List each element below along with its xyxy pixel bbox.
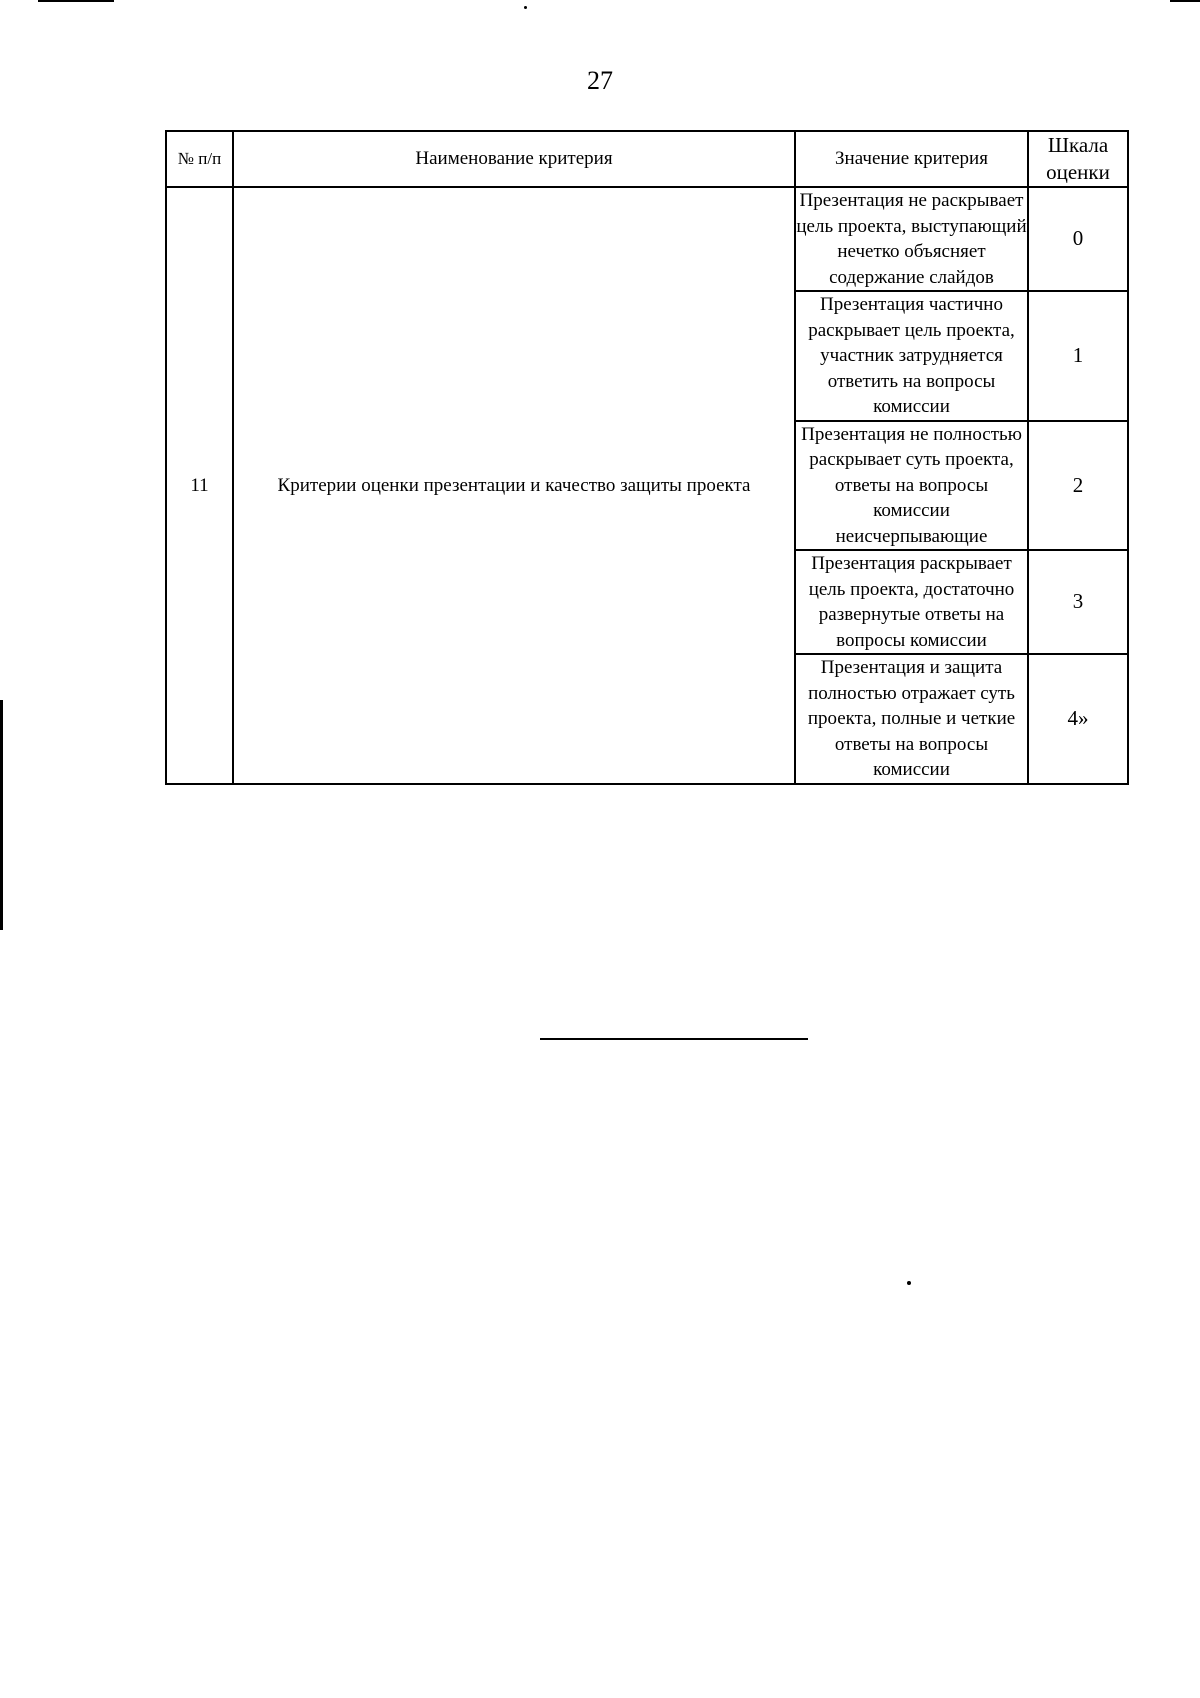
criterion-name: Критерии оценки презентации и качество защиты проекта	[233, 187, 795, 784]
scan-edge-mark-top-right	[1170, 0, 1200, 2]
criterion-score: 3	[1028, 550, 1128, 654]
page-number: 27	[587, 66, 613, 95]
criterion-score: 0	[1028, 187, 1128, 291]
table-header-row	[166, 131, 1128, 187]
header-number: № п/п	[166, 131, 233, 187]
table-row	[166, 187, 1128, 291]
scan-edge-mark-left	[0, 700, 3, 930]
header-criterion-name: Наименование критерия	[233, 131, 795, 187]
criterion-value: Презентация частично раскрывает цель проекта, участник затрудняется ответить на вопросы комиссии	[795, 291, 1028, 421]
scan-speck	[907, 1281, 911, 1285]
criterion-score: 4»	[1028, 654, 1128, 784]
scan-speck	[524, 6, 527, 9]
criteria-table	[165, 130, 1129, 785]
criterion-score: 1	[1028, 291, 1128, 421]
end-separator-line	[540, 1038, 808, 1040]
scan-edge-mark-top-left	[38, 0, 114, 2]
criterion-value: Презентация раскрывает цель проекта, достаточно развернутые ответы на вопросы комиссии	[795, 550, 1028, 654]
row-number: 11	[166, 187, 233, 784]
criterion-score: 2	[1028, 421, 1128, 551]
header-score-scale: Шкала оценки	[1028, 131, 1128, 187]
criterion-value: Презентация не раскрывает цель проекта, выступающий нечетко объясняет содержание слайдов	[795, 187, 1028, 291]
criterion-value: Презентация не полностью раскрывает суть проекта, ответы на вопросы комиссии неисчерпывающие	[795, 421, 1028, 551]
criterion-value: Презентация и защита полностью отражает суть проекта, полные и четкие ответы на вопросы комиссии	[795, 654, 1028, 784]
header-criterion-value: Значение критерия	[795, 131, 1028, 187]
